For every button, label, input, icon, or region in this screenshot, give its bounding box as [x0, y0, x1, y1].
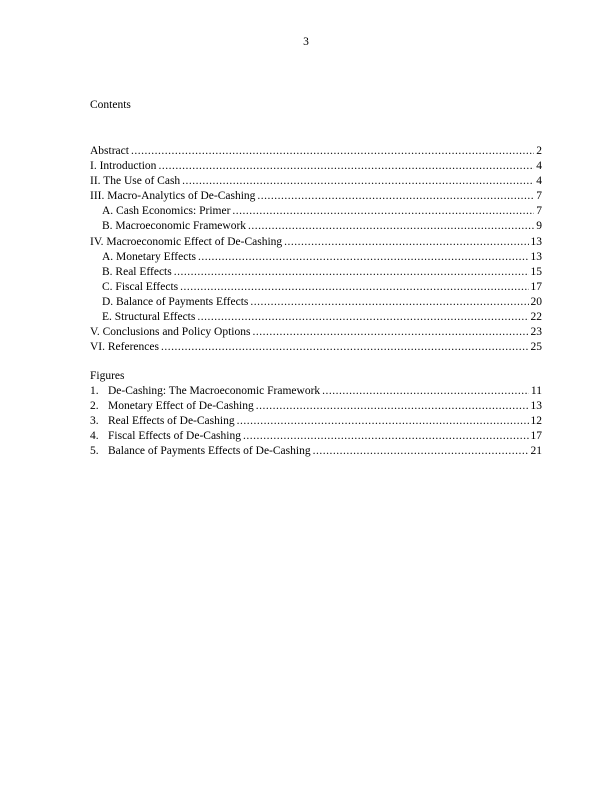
page-ref: 23 [530, 326, 542, 339]
toc-entry[interactable] [90, 295, 542, 310]
dot-leader [198, 250, 529, 265]
toc-entry-title: I. Introduction [90, 160, 157, 173]
figure-entry[interactable] [90, 414, 542, 429]
toc-entry-title: II. The Use of Cash [90, 175, 181, 188]
page-ref: 7 [536, 190, 542, 203]
page-ref: 13 [530, 250, 542, 263]
toc-entry-title: V. Conclusions and Policy Options [90, 326, 251, 339]
figure-number: 5. [90, 445, 99, 458]
dot-leader [248, 219, 534, 234]
page-number: 3 [303, 36, 309, 48]
toc-entry-title: C. Fiscal Effects [102, 280, 179, 293]
toc-entry-title: B. Macroeconomic Framework [102, 220, 247, 233]
toc-entry-title: E. Structural Effects [102, 311, 196, 324]
dot-leader [250, 295, 528, 310]
dot-leader [131, 144, 534, 159]
dot-leader [322, 384, 529, 399]
toc-entry-title: A. Cash Economics: Primer [102, 205, 231, 218]
table-of-contents [90, 144, 542, 355]
toc-entry-title: A. Monetary Effects [102, 250, 196, 263]
figure-title: Real Effects of De-Cashing [108, 415, 235, 428]
toc-entry-title: IV. Macroeconomic Effect of De-Cashing [90, 235, 283, 248]
dot-leader [174, 265, 529, 280]
dot-leader [182, 174, 534, 189]
page-ref: 15 [530, 265, 542, 278]
dot-leader [313, 444, 529, 459]
dot-leader [161, 340, 529, 355]
figure-entry[interactable] [90, 429, 542, 444]
toc-entry[interactable] [90, 235, 542, 250]
figures-heading: Figures [90, 370, 125, 382]
figure-title: Fiscal Effects of De-Cashing [108, 430, 241, 443]
contents-heading: Contents [90, 99, 131, 111]
page-ref: 9 [536, 220, 542, 233]
toc-entry-title: B. Real Effects [102, 265, 172, 278]
page-ref: 11 [530, 385, 542, 397]
page-ref: 4 [536, 175, 542, 188]
toc-entry[interactable] [90, 219, 542, 234]
page-ref: 13 [530, 400, 542, 413]
toc-entry[interactable] [90, 204, 542, 219]
dot-leader [232, 204, 534, 219]
page-ref: 22 [530, 311, 542, 324]
toc-entry[interactable] [90, 310, 542, 325]
page-ref: 17 [530, 280, 542, 293]
page-ref: 21 [530, 445, 542, 458]
figure-number: 4. [90, 430, 99, 443]
figures-rows [90, 384, 542, 459]
figure-entry[interactable] [90, 444, 542, 459]
figure-number: 1. [90, 385, 99, 397]
toc-entry[interactable] [90, 265, 542, 280]
dot-leader [284, 235, 528, 250]
page-ref: 17 [530, 430, 542, 443]
toc-entry-title: VI. References [90, 341, 159, 354]
page-ref: 12 [530, 415, 542, 428]
toc-entry-title: D. Balance of Payments Effects [102, 295, 249, 308]
toc-entry[interactable] [90, 174, 542, 189]
toc-entry[interactable] [90, 250, 542, 265]
toc-entry-title: III. Macro-Analytics of De-Cashing [90, 190, 256, 203]
dot-leader [237, 414, 529, 429]
toc-entry[interactable] [90, 280, 542, 295]
dot-leader [256, 399, 529, 414]
list-of-figures [90, 369, 542, 459]
dot-leader [257, 189, 534, 204]
figure-entry[interactable] [90, 399, 542, 414]
dot-leader [243, 429, 529, 444]
figure-title: De-Cashing: The Macroeconomic Framework [108, 385, 321, 397]
figure-title: Balance of Payments Effects of De-Cashing [108, 445, 311, 458]
page-ref: 13 [530, 235, 542, 248]
dot-leader [158, 159, 534, 174]
toc-entry[interactable] [90, 144, 542, 159]
page-ref: 7 [536, 205, 542, 218]
toc-entry[interactable] [90, 189, 542, 204]
page-ref: 4 [536, 160, 542, 173]
toc-entry[interactable] [90, 159, 542, 174]
page-ref: 20 [530, 295, 542, 308]
dot-leader [252, 325, 528, 340]
toc-entry[interactable] [90, 340, 542, 355]
figure-title: Monetary Effect of De-Cashing [108, 400, 254, 413]
toc-entry-title: Abstract [90, 145, 129, 157]
page-ref: 25 [530, 341, 542, 354]
figure-number: 2. [90, 400, 99, 413]
page-ref: 2 [536, 145, 542, 157]
toc-entry[interactable] [90, 325, 542, 340]
figure-entry[interactable] [90, 384, 542, 399]
dot-leader [180, 280, 528, 295]
dot-leader [197, 310, 528, 325]
figure-number: 3. [90, 415, 99, 428]
